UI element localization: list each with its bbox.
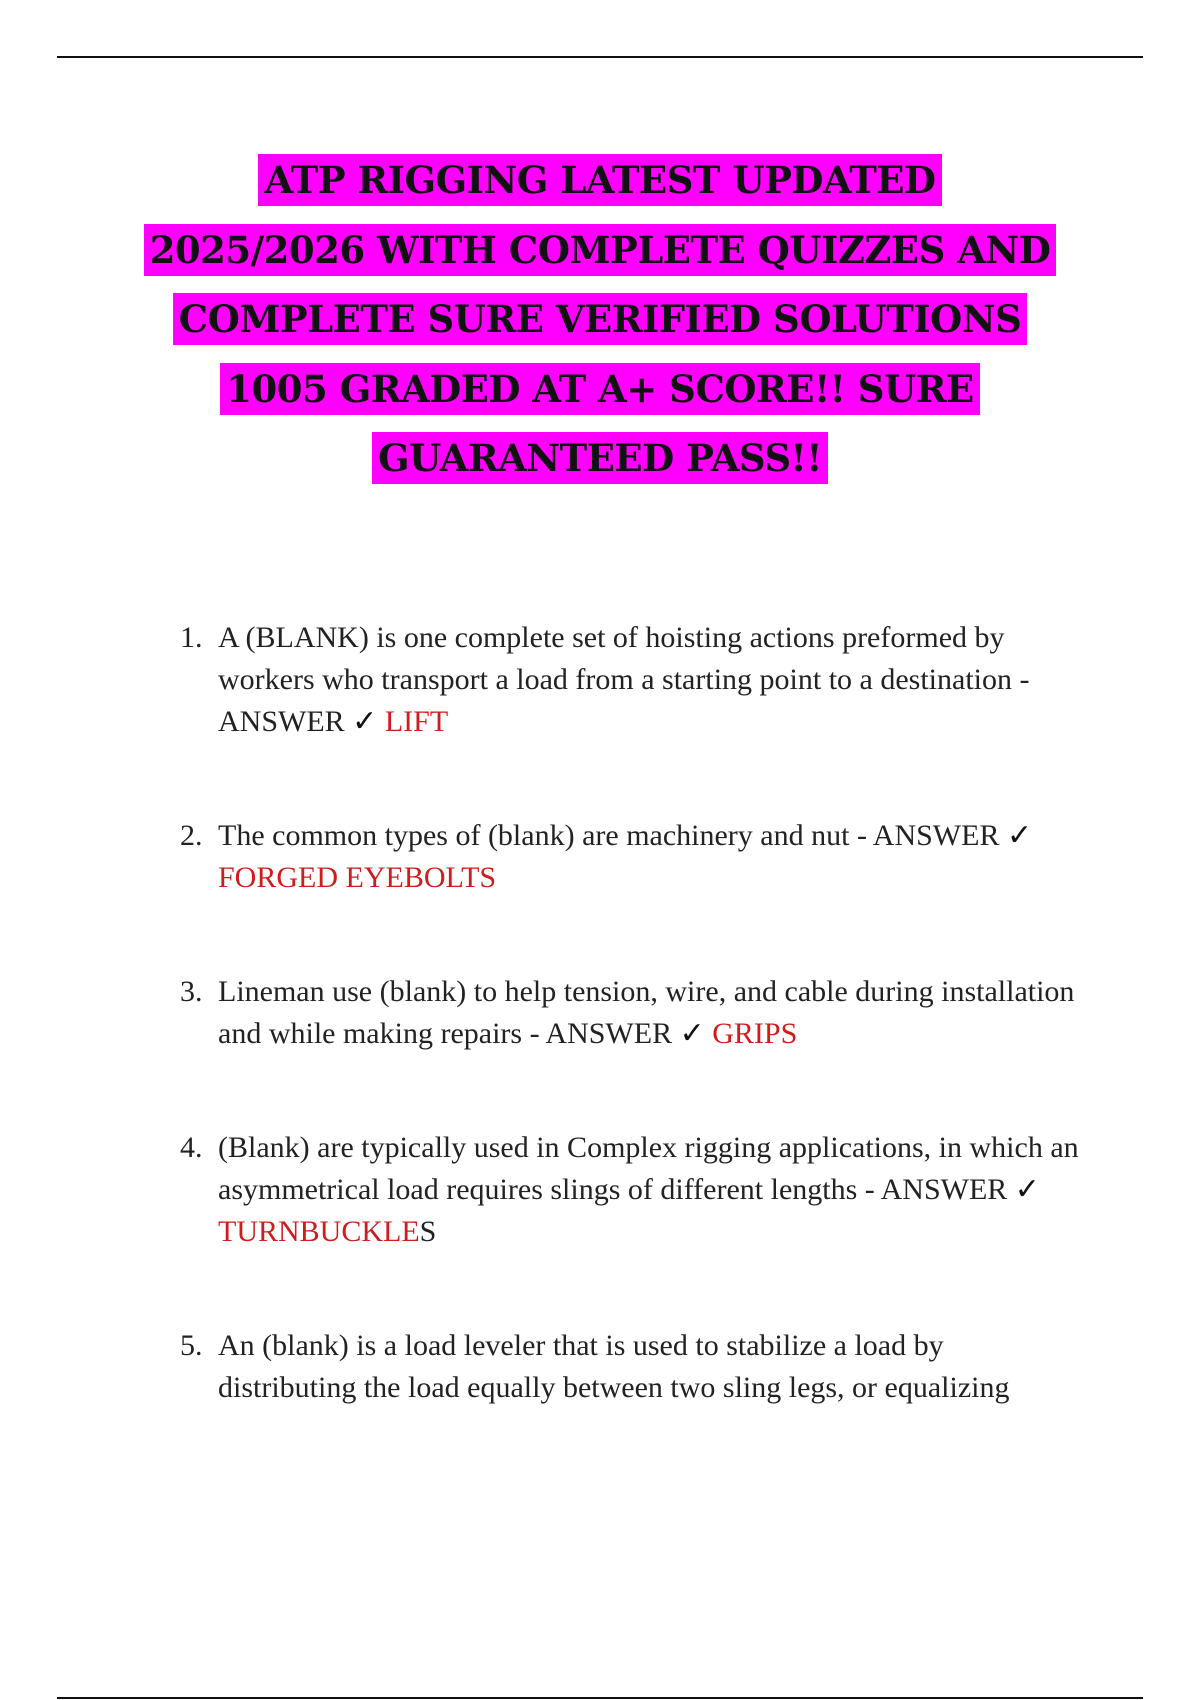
question-item-5: [180, 1325, 1080, 1409]
checkmark-icon: ✓: [352, 705, 378, 738]
answer-text: LIFT: [384, 705, 449, 738]
checkmark-icon: ✓: [1006, 819, 1033, 852]
question-text: An (blank) is a load leveler that is used to stabilize a load by distributing the load equally between two sling legs, or equalizing: [218, 1329, 1010, 1404]
question-text: A (BLANK) is one complete set of hoisting actions preformed by workers who transport a load from a starting point to a destination - ANSWER: [218, 621, 1030, 738]
answer-text: FORGED EYEBOLTS: [218, 861, 497, 894]
question-item-2: [180, 815, 1080, 899]
title-line-3: COMPLETE SURE VERIFIED SOLUTIONS: [173, 293, 1028, 345]
question-number: 5.: [180, 1329, 203, 1362]
title-line-5: GUARANTEED PASS!!: [372, 432, 828, 484]
answer-text: GRIPS: [712, 1017, 798, 1050]
question-item-4: [180, 1127, 1080, 1253]
question-number: 4.: [180, 1131, 203, 1164]
document-title: [60, 146, 1140, 494]
question-item-3: [180, 971, 1080, 1055]
top-rule: [57, 56, 1143, 58]
question-item-1: [180, 617, 1080, 743]
bottom-rule: [57, 1697, 1143, 1699]
question-text: Lineman use (blank) to help tension, wire, and cable during installation and while making repairs - ANSWER: [218, 975, 1075, 1050]
title-line-2: 2025/2026 WITH COMPLETE QUIZZES AND: [144, 224, 1057, 276]
question-text: (Blank) are typically used in Complex rigging applications, in which an asymmetrical load requires slings of different lengths - ANSWER: [218, 1131, 1079, 1206]
title-line-4: 1005 GRADED AT A+ SCORE!! SURE: [220, 363, 980, 415]
answer-text: TURNBUCKLE: [218, 1215, 420, 1248]
checkmark-icon: ✓: [679, 1017, 705, 1050]
checkmark-icon: ✓: [1014, 1173, 1040, 1206]
question-number: 1.: [180, 621, 203, 654]
question-list: [180, 617, 1080, 1409]
question-number: 2.: [180, 819, 203, 852]
title-line-1: ATP RIGGING LATEST UPDATED: [258, 154, 941, 206]
question-number: 3.: [180, 975, 203, 1008]
question-text: The common types of (blank) are machinery and nut - ANSWER: [218, 819, 1000, 852]
answer-suffix: S: [419, 1215, 437, 1248]
